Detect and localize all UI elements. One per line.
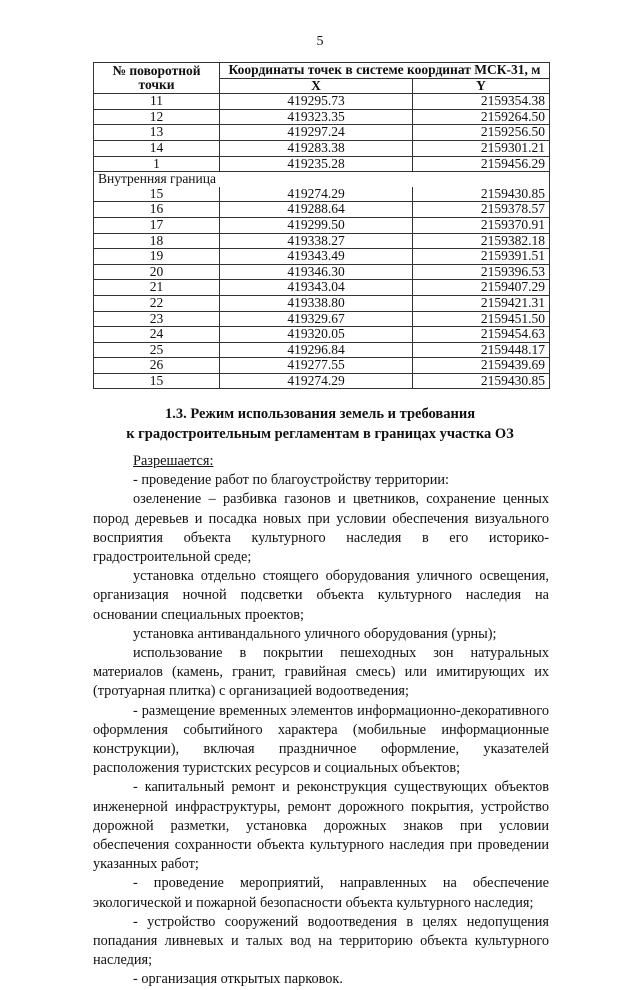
inner-boundary-label: Внутренняя граница xyxy=(94,172,550,187)
table-subheader-row xyxy=(94,172,550,187)
section-body xyxy=(93,452,549,990)
table-row xyxy=(94,342,550,358)
x-coordinate-cell: 419235.28 xyxy=(220,156,413,172)
point-number-cell: 20 xyxy=(94,264,220,280)
paragraph: установка антивандального уличного оборудования (урны); xyxy=(133,625,497,642)
y-coordinate-cell: 2159264.50 xyxy=(413,109,550,125)
y-coordinate-cell: 2159370.91 xyxy=(413,217,550,233)
x-coordinate-cell: 419288.64 xyxy=(220,202,413,218)
point-number-cell: 16 xyxy=(94,202,220,218)
point-number-cell: 22 xyxy=(94,295,220,311)
heading-line: 1.3. Режим использования земель и требования xyxy=(164,406,476,422)
y-coordinate-cell: 2159448.17 xyxy=(413,342,550,358)
table-row xyxy=(94,249,550,265)
point-number-cell: 18 xyxy=(94,233,220,249)
table-row xyxy=(94,358,550,374)
allowed-label: Разрешается: xyxy=(133,453,214,469)
y-coordinate-cell: 2159407.29 xyxy=(413,280,550,296)
header-y: Y xyxy=(413,78,550,94)
y-coordinate-cell: 2159430.85 xyxy=(413,187,550,202)
point-number-cell: 14 xyxy=(94,140,220,156)
point-number-cell: 1 xyxy=(94,156,220,172)
table-row xyxy=(94,187,550,202)
y-coordinate-cell: 2159301.21 xyxy=(413,140,550,156)
table-row xyxy=(94,217,550,233)
y-coordinate-cell: 2159391.51 xyxy=(413,249,550,265)
x-coordinate-cell: 419283.38 xyxy=(220,140,413,156)
point-number-cell: 17 xyxy=(94,217,220,233)
header-coordinates: Координаты точек в системе координат МСК-31, м xyxy=(220,63,550,79)
paragraph: использование в покрытии пешеходных зон натуральных материалов (камень, гранит, гравийная смесь) или имитирующих их (тротуарная плитка) с организацией водоотведения; xyxy=(93,645,549,700)
paragraph: - организация открытых парковок. xyxy=(133,971,343,988)
y-coordinate-cell: 2159454.63 xyxy=(413,327,550,343)
x-coordinate-cell: 419274.29 xyxy=(220,187,413,202)
point-number-cell: 12 xyxy=(94,109,220,125)
point-number-cell: 15 xyxy=(94,373,220,389)
paragraph: - капитальный ремонт и реконструкция существующих объектов инженерной инфраструктуры, ремонт дорожного покрытия, устройство дорожной разметки, установка дорожных знаков при условии обеспечения сохранности объекта культурного наследия при проведении указанных работ; xyxy=(93,779,549,873)
paragraph: - проведение работ по благоустройству территории: xyxy=(133,472,449,489)
paragraph: установка отдельно стоящего оборудования уличного освещения, организация ночной подсветки объекта культурного наследия на основании специальных проектов; xyxy=(93,568,549,623)
x-coordinate-cell: 419274.29 xyxy=(220,373,413,389)
y-coordinate-cell: 2159430.85 xyxy=(413,373,550,389)
point-number-cell: 13 xyxy=(94,125,220,141)
section-heading xyxy=(0,404,640,444)
table-row xyxy=(94,156,550,172)
page-number: 5 xyxy=(316,34,324,49)
point-number-cell: 23 xyxy=(94,311,220,327)
header-x: X xyxy=(220,78,413,94)
coordinates-table xyxy=(93,62,550,389)
table-row xyxy=(94,233,550,249)
x-coordinate-cell: 419338.27 xyxy=(220,233,413,249)
heading-line: к градостроительным регламентам в границах участка ОЗ xyxy=(126,426,514,442)
table-row xyxy=(94,264,550,280)
table-row xyxy=(94,311,550,327)
point-number-cell: 21 xyxy=(94,280,220,296)
paragraph: - устройство сооружений водоотведения в целях недопущения попадания ливневых и талых вод на территорию объекта культурного наследия; xyxy=(93,913,549,969)
x-coordinate-cell: 419295.73 xyxy=(220,94,413,110)
x-coordinate-cell: 419338.80 xyxy=(220,295,413,311)
table-row xyxy=(94,280,550,296)
x-coordinate-cell: 419297.24 xyxy=(220,125,413,141)
x-coordinate-cell: 419296.84 xyxy=(220,342,413,358)
table-row xyxy=(94,373,550,389)
y-coordinate-cell: 2159354.38 xyxy=(413,94,550,110)
point-number-cell: 15 xyxy=(94,187,220,202)
y-coordinate-cell: 2159439.69 xyxy=(413,358,550,374)
table-row xyxy=(94,327,550,343)
point-number-cell: 25 xyxy=(94,342,220,358)
table-header-row xyxy=(94,63,550,79)
table-row xyxy=(94,140,550,156)
y-coordinate-cell: 2159256.50 xyxy=(413,125,550,141)
x-coordinate-cell: 419343.49 xyxy=(220,249,413,265)
table-row xyxy=(94,125,550,141)
x-coordinate-cell: 419277.55 xyxy=(220,358,413,374)
y-coordinate-cell: 2159451.50 xyxy=(413,311,550,327)
x-coordinate-cell: 419320.05 xyxy=(220,327,413,343)
x-coordinate-cell: 419346.30 xyxy=(220,264,413,280)
point-number-cell: 26 xyxy=(94,358,220,374)
y-coordinate-cell: 2159396.53 xyxy=(413,264,550,280)
x-coordinate-cell: 419343.04 xyxy=(220,280,413,296)
table-row xyxy=(94,109,550,125)
point-number-cell: 19 xyxy=(94,249,220,265)
point-number-cell: 11 xyxy=(94,94,220,110)
table-row xyxy=(94,295,550,311)
x-coordinate-cell: 419323.35 xyxy=(220,109,413,125)
point-number-cell: 24 xyxy=(94,327,220,343)
allowed-label-line xyxy=(93,452,549,471)
y-coordinate-cell: 2159421.31 xyxy=(413,295,550,311)
x-coordinate-cell: 419299.50 xyxy=(220,217,413,233)
paragraph: озеленение – разбивка газонов и цветников, сохранение ценных пород деревьев и посадка новых при условии обеспечения визуального восприятия объекта культурного наследия в его историко-градостроительной среде; xyxy=(93,491,549,566)
y-coordinate-cell: 2159382.18 xyxy=(413,233,550,249)
y-coordinate-cell: 2159378.57 xyxy=(413,202,550,218)
y-coordinate-cell: 2159456.29 xyxy=(413,156,550,172)
x-coordinate-cell: 419329.67 xyxy=(220,311,413,327)
header-point-number: № поворотной точки xyxy=(94,63,220,94)
paragraph: - размещение временных элементов информационно-декоративного оформления событийного характера (мобильные информационные конструкции), включая праздничное оформление, указателей расположения туристских ресурсов и социальных объектов; xyxy=(93,702,549,777)
table-row xyxy=(94,202,550,218)
paragraph: - проведение мероприятий, направленных на обеспечение экологической и пожарной безопасности объекта культурного наследия; xyxy=(93,875,549,911)
table-row xyxy=(94,94,550,110)
